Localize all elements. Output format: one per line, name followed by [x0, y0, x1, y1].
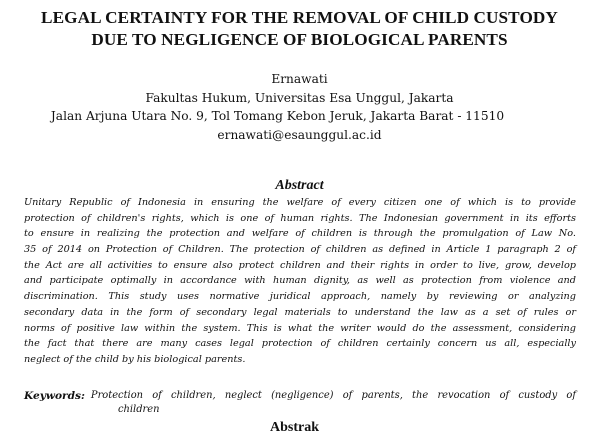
abstract-line: norms of positive law within the system. This is what the writer would do the assessment, considering [24, 322, 576, 334]
author-email: ernawati@esaunggul.ac.id [217, 127, 382, 142]
author-affiliation: Fakultas Hukum, Universitas Esa Unggul, Jakarta [145, 90, 454, 105]
keywords-text: Protection of children, neglect (negligence) of parents, the revocation of custody of [90, 390, 576, 401]
keywords-text-continued: children [118, 404, 160, 415]
paper-title [0, 7, 599, 51]
abstract-line: the Act are all activities to ensure also protect children and their rights in order to live, grow, develop [24, 259, 576, 271]
abstract-line: protection of children's rights, which is one of human rights. The Indonesian government in its efforts [24, 212, 576, 224]
abstract-line: 35 of 2014 on Protection of Children. The protection of children as defined in Article 1 paragraph 2 of [24, 244, 576, 256]
abstract-heading: Abstract [275, 178, 324, 193]
abstract-line: to ensure in realizing the protection and welfare of children is through the promulgation of Law No. [24, 228, 576, 240]
title-line-2: DUE TO NEGLIGENCE OF BIOLOGICAL PARENTS [91, 30, 508, 49]
abstract-line: Unitary Republic of Indonesia in ensuring the welfare of every citizen one of which is to provide [24, 197, 576, 208]
keywords-label: Keywords: [24, 390, 85, 402]
author-block [0, 70, 599, 144]
abstract-line: the fact that there are many cases legal protection of children certainly concern us all, especially [24, 338, 576, 350]
abstrak-heading-partial: Abstrak [270, 420, 320, 435]
abstract-line: discrimination. This study uses normative juridical approach, namely by reviewing or analyzing [24, 291, 576, 303]
author-address: Jalan Arjuna Utara No. 9, Tol Tomang Kebon Jeruk, Jakarta Barat - 11510 [50, 109, 505, 123]
author-name: Ernawati [271, 72, 328, 86]
abstract-line: secondary data in the form of secondary legal materials to understand the law as a set of rules or [24, 306, 576, 318]
abstract-line: and participate optimally in accordance with human dignity, as well as protection from violence and [24, 275, 576, 287]
title-line-1: LEGAL CERTAINTY FOR THE REMOVAL OF CHILD CUSTODY [41, 8, 558, 27]
abstract-line: neglect of the child by his biological parents. [24, 353, 246, 365]
keywords-block [24, 389, 576, 417]
abstract-body [24, 195, 576, 368]
